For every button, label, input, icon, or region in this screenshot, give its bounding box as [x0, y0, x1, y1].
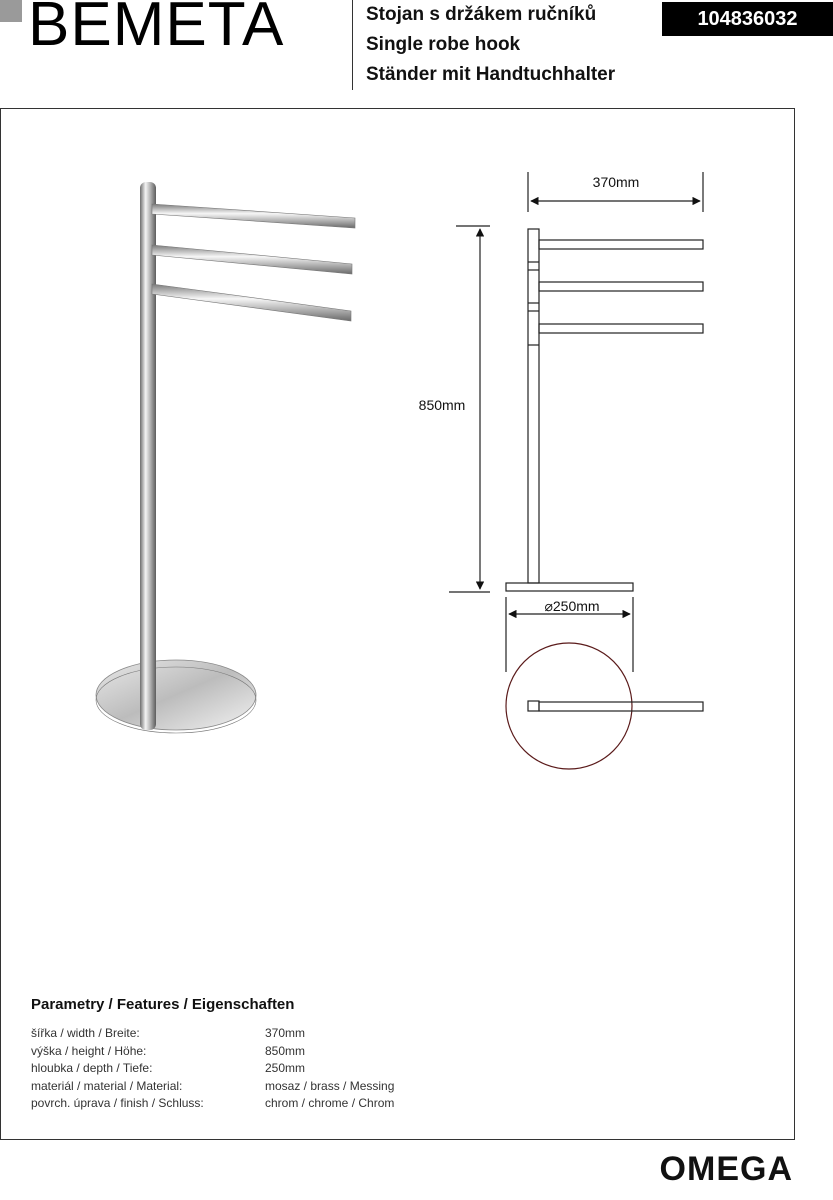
stand-base [96, 660, 256, 730]
features-section [31, 996, 394, 1113]
title-cz: Stojan s držákem ručníků [366, 4, 597, 25]
feature-label: materiál / material / Material: [31, 1078, 183, 1093]
feature-label: šířka / width / Breite: [31, 1026, 140, 1040]
feature-value: 250mm [265, 1061, 306, 1075]
feature-label: hloubka / depth / Tiefe: [31, 1061, 153, 1075]
diameter-dimension-label: ⌀250mm [544, 598, 600, 614]
feature-value: chrom / chrome / Chrom [265, 1096, 395, 1110]
features-title: Parametry / Features / Eigenschaften [31, 996, 295, 1013]
feature-value: mosaz / brass / Messing [265, 1078, 395, 1093]
title-de: Ständer mit Handtuchhalter [366, 64, 616, 85]
side-view-drawing [449, 172, 703, 672]
base-circle [506, 643, 632, 769]
towel-arm-bottom [152, 284, 351, 321]
product-photo [96, 182, 355, 733]
feature-row-finish [31, 1095, 394, 1113]
stand-pole [140, 182, 156, 730]
collection-name: OMEGA [659, 1150, 793, 1188]
feature-label: povrch. úprava / finish / Schluss: [31, 1096, 204, 1110]
width-dimension-label: 370mm [592, 174, 640, 190]
feature-row-width [31, 1025, 394, 1043]
feature-value: 850mm [265, 1043, 306, 1058]
towel-arm-middle [152, 245, 352, 274]
top-view-drawing [506, 643, 703, 769]
feature-row-height [31, 1043, 394, 1061]
product-code-badge: 104836032 [662, 2, 833, 36]
title-en: Single robe hook [366, 34, 521, 55]
feature-row-depth [31, 1060, 394, 1078]
feature-row-material [31, 1078, 394, 1096]
logo-text: BEMETA [28, 0, 285, 59]
towel-arm-top [152, 204, 355, 228]
height-dimension-label: 850mm [418, 397, 466, 413]
feature-value: 370mm [265, 1026, 306, 1040]
feature-label: výška / height / Höhe: [31, 1043, 147, 1058]
